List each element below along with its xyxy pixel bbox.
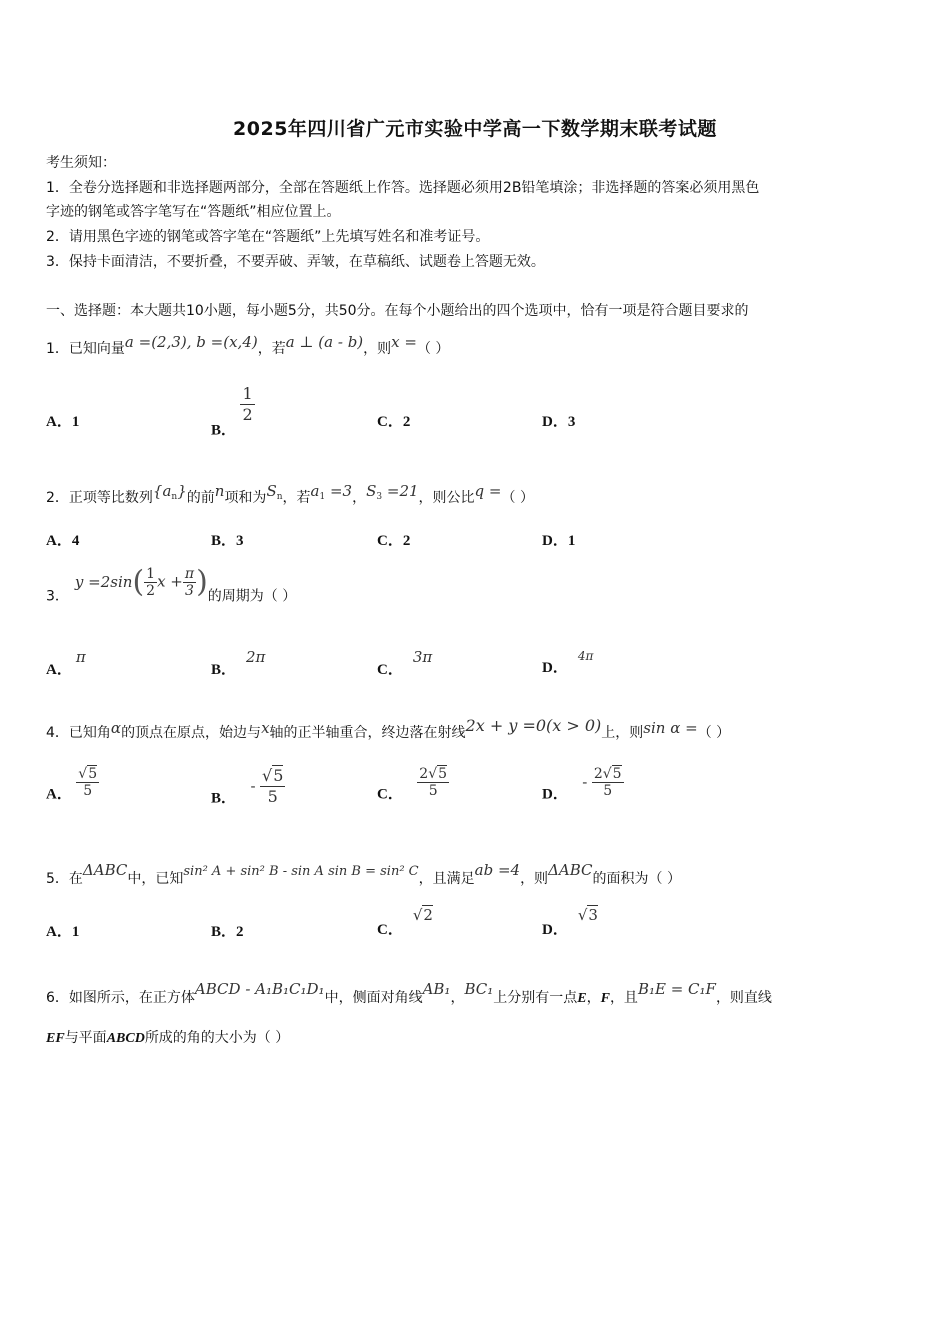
option-b[interactable]: B．3 [211, 533, 244, 549]
option-a[interactable]: A． $\frac{√5}{5}$ [46, 766, 98, 803]
notice-item: 3．保持卡面清洁，不要折叠，不要弄破、弄皱，在草稿纸、试题卷上答题无效。 [46, 254, 545, 270]
math-ray: 2x + y =0(x > 0) [465, 716, 602, 735]
option-b[interactable]: B．2π [211, 648, 266, 678]
option-c[interactable]: C．2 [377, 533, 411, 549]
option-d[interactable]: D．3 [542, 414, 576, 430]
math-sin-equation: sin² A + sin² B - sin A sin B = sin² C [183, 864, 419, 879]
fraction: $\frac{1}{2}$ [242, 384, 253, 424]
notice-item: 1．全卷分选择题和非选择题两部分，全部在答题纸上作答。选择题必须用2B铅笔填涂；非选择题的答案必须用黑色 [46, 180, 760, 196]
question-1: 1．已知向量a =(2,3), b =(x,4)，若a ⊥ (a - b)，则x =（ ） [46, 333, 450, 357]
option-b[interactable]: B． $\frac{1}{2}$ [211, 384, 253, 439]
option-d[interactable]: D．4π [542, 649, 594, 676]
math-sequence: $\{a_n\}$ [152, 482, 187, 502]
option-a[interactable]: A．1 [46, 414, 80, 430]
fraction: $\frac{\pi}{3}$ [184, 566, 195, 599]
option-c[interactable]: C．3π [377, 648, 433, 678]
page-title: 2025年四川省广元市实验中学高一下数学期末联考试题 [233, 118, 717, 140]
math-cube: ABCD - A₁B₁C₁D₁ [194, 980, 325, 998]
fraction: $\frac{2√5}{5}$ [593, 766, 622, 799]
option-a[interactable]: A．1 [46, 924, 80, 940]
option-b[interactable]: B． - $\frac{√5}{5}$ [211, 766, 284, 807]
option-d[interactable]: D． - $\frac{2√5}{5}$ [542, 766, 622, 803]
question-5: 5．在ΔABC中，已知sin² A + sin² B - sin A sin B = sin² C，且满足ab =4，则ΔABC的面积为（ ） [46, 861, 681, 887]
fraction: $\frac{1}{2}$ [146, 566, 156, 599]
option-d[interactable]: D．√3 [542, 906, 598, 938]
option-c[interactable]: C．2 [377, 414, 411, 430]
option-d[interactable]: D．1 [542, 533, 576, 549]
math-x: x = [391, 333, 417, 351]
option-a[interactable]: A．π [46, 648, 86, 678]
option-b[interactable]: B．2 [211, 924, 244, 940]
question-2: 2．正项等比数列$\{a_n\}$的前n项和为$S_n$，若$a_1 =3$，$S_3 =21$，则公比q =（ ） [46, 482, 534, 506]
fraction: $\frac{2√5}{5}$ [419, 766, 448, 799]
question-6-line2: EF与平面ABCD所成的角的大小为（ ） [46, 1030, 290, 1046]
question-6: 6．如图所示，在正方体ABCD - A₁B₁C₁D₁中，侧面对角线AB₁，BC₁上分别有一点E，F，且B₁E = C₁F，则直线 [46, 980, 772, 1006]
math-perp: a ⊥ (a - b) [285, 333, 364, 351]
fraction: $\frac{√5}{5}$ [78, 766, 98, 799]
notice-item: 字迹的钢笔或答字笔写在“答题纸”相应位置上。 [46, 204, 341, 220]
math-vectors: a =(2,3), b =(x,4) [124, 333, 258, 351]
notice-item: 2．请用黑色字迹的钢笔或答字笔在“答题纸”上先填写姓名和准考证号。 [46, 229, 490, 245]
notice-heading: 考生须知： [46, 155, 116, 171]
section-heading: 一、选择题：本大题共10小题，每小题5分，共50分。在每个小题给出的四个选项中，恰有一项是符合题目要求的 [46, 303, 749, 319]
option-c[interactable]: C．√2 [377, 906, 433, 938]
question-3: 3．y =2sin( $\frac{1}{2}$ x + $\frac{\pi}{3}$ )的周期为（ ） [46, 564, 297, 605]
fraction: $\frac{√5}{5}$ [262, 766, 284, 806]
option-a[interactable]: A．4 [46, 533, 80, 549]
question-4: 4．已知角α的顶点在原点，始边与x轴的正半轴重合，终边落在射线2x + y =0(x > 0)上，则sin α =（ ） [46, 716, 731, 741]
option-c[interactable]: C． $\frac{2√5}{5}$ [377, 766, 448, 803]
